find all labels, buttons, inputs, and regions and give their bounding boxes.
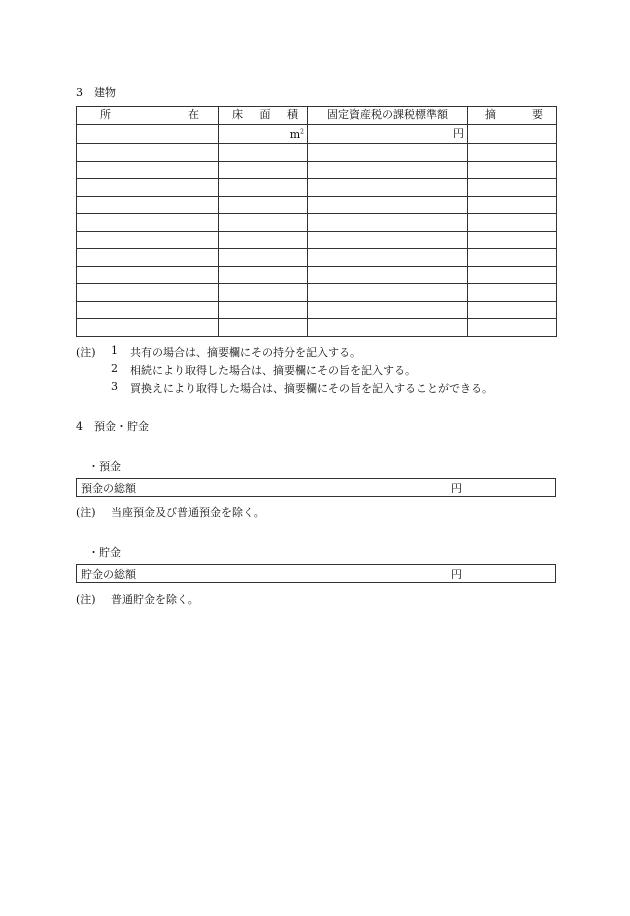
- savings-yen-unit: 円: [451, 568, 462, 581]
- header-floor-area-char-2: 面: [259, 108, 271, 122]
- table-row: [77, 249, 557, 267]
- cell-location[interactable]: [77, 124, 219, 144]
- cell-tax-value[interactable]: [308, 196, 468, 214]
- cell-tax-value[interactable]: [308, 231, 468, 249]
- cell-tax-value[interactable]: [308, 124, 468, 144]
- header-location: [77, 107, 219, 125]
- note-2-text: 相続により取得した場合は、摘要欄にその旨を記入する。: [130, 364, 416, 377]
- savings-note-prefix: (注): [76, 593, 96, 606]
- cell-remarks[interactable]: [468, 161, 557, 179]
- table-row: [77, 214, 557, 232]
- note-3-number: 3: [111, 380, 118, 393]
- table-row: [77, 196, 557, 214]
- cell-floor-area[interactable]: [219, 179, 308, 197]
- cell-remarks[interactable]: [468, 144, 557, 162]
- cell-location[interactable]: [77, 284, 219, 302]
- cell-tax-value[interactable]: [308, 249, 468, 267]
- cell-floor-area[interactable]: [219, 249, 308, 267]
- table-row: [77, 231, 557, 249]
- savings-subheading: ・貯金: [88, 546, 121, 559]
- cell-floor-area[interactable]: [219, 161, 308, 179]
- table-header-row: [77, 107, 557, 125]
- table-row: [77, 319, 557, 337]
- cell-remarks[interactable]: [468, 249, 557, 267]
- cell-tax-value[interactable]: [308, 179, 468, 197]
- cell-floor-area[interactable]: [219, 196, 308, 214]
- cell-location[interactable]: [77, 161, 219, 179]
- deposit-note: 当座預金及び普通預金を除く。: [111, 506, 265, 519]
- deposit-subheading: ・預金: [88, 460, 121, 473]
- cell-remarks[interactable]: [468, 179, 557, 197]
- cell-location[interactable]: [77, 301, 219, 319]
- cell-floor-area[interactable]: [219, 144, 308, 162]
- cell-remarks[interactable]: [468, 124, 557, 144]
- table-row: [77, 301, 557, 319]
- cell-remarks[interactable]: [468, 231, 557, 249]
- cell-floor-area[interactable]: [219, 214, 308, 232]
- table-row: [77, 266, 557, 284]
- cell-tax-value[interactable]: [308, 319, 468, 337]
- header-location-char-1: 所: [100, 108, 111, 122]
- cell-remarks[interactable]: [468, 214, 557, 232]
- cell-location[interactable]: [77, 266, 219, 284]
- table-row: [77, 161, 557, 179]
- cell-location[interactable]: [77, 144, 219, 162]
- header-remarks-char-2: 要: [532, 108, 543, 122]
- building-table: [76, 106, 557, 337]
- yen-unit: 円: [453, 126, 464, 140]
- cell-remarks[interactable]: [468, 284, 557, 302]
- note-3-text: 買換えにより取得した場合は、摘要欄にその旨を記入することができる。: [130, 382, 493, 395]
- header-floor-area-char-3: 積: [287, 108, 298, 122]
- table-row-units: [77, 124, 557, 144]
- cell-remarks[interactable]: [468, 266, 557, 284]
- deposit-yen-unit: 円: [451, 482, 462, 495]
- cell-location[interactable]: [77, 196, 219, 214]
- cell-tax-value[interactable]: [308, 144, 468, 162]
- cell-tax-value[interactable]: [308, 161, 468, 179]
- cell-floor-area[interactable]: [219, 319, 308, 337]
- savings-total-label: 貯金の総額: [81, 568, 136, 581]
- cell-floor-area[interactable]: [219, 266, 308, 284]
- cell-floor-area[interactable]: [219, 284, 308, 302]
- cell-tax-value[interactable]: [308, 301, 468, 319]
- header-remarks-char-1: 摘: [485, 108, 496, 122]
- note-1-text: 共有の場合は、摘要欄にその持分を記入する。: [130, 346, 361, 359]
- square-meter-unit: $m^2$: [289, 128, 304, 142]
- deposit-total-label: 預金の総額: [81, 482, 136, 495]
- header-remarks: [468, 107, 557, 125]
- header-tax-value: 固定資産税の課税標準額: [308, 107, 468, 125]
- cell-remarks[interactable]: [468, 319, 557, 337]
- note-2-number: 2: [111, 362, 118, 375]
- section-4-heading: 4 預金・貯金: [76, 420, 149, 433]
- cell-tax-value[interactable]: [308, 214, 468, 232]
- header-floor-area: [219, 107, 308, 125]
- savings-total-field[interactable]: [76, 564, 556, 583]
- note-1-number: 1: [111, 344, 118, 357]
- cell-location[interactable]: [77, 231, 219, 249]
- cell-tax-value[interactable]: [308, 284, 468, 302]
- cell-floor-area[interactable]: [219, 124, 308, 144]
- header-floor-area-char-1: 床: [232, 108, 243, 122]
- section-3-heading: 3 建物: [76, 86, 116, 99]
- cell-location[interactable]: [77, 214, 219, 232]
- table-row: [77, 144, 557, 162]
- cell-location[interactable]: [77, 319, 219, 337]
- cell-floor-area[interactable]: [219, 231, 308, 249]
- note-prefix: (注): [76, 346, 96, 359]
- header-location-char-2: 在: [188, 108, 199, 122]
- cell-location[interactable]: [77, 179, 219, 197]
- cell-location[interactable]: [77, 249, 219, 267]
- table-row: [77, 179, 557, 197]
- deposit-total-field[interactable]: [76, 478, 556, 497]
- deposit-note-prefix: (注): [76, 506, 96, 519]
- savings-note: 普通貯金を除く。: [111, 593, 199, 606]
- cell-remarks[interactable]: [468, 196, 557, 214]
- cell-tax-value[interactable]: [308, 266, 468, 284]
- cell-floor-area[interactable]: [219, 301, 308, 319]
- table-row: [77, 284, 557, 302]
- cell-remarks[interactable]: [468, 301, 557, 319]
